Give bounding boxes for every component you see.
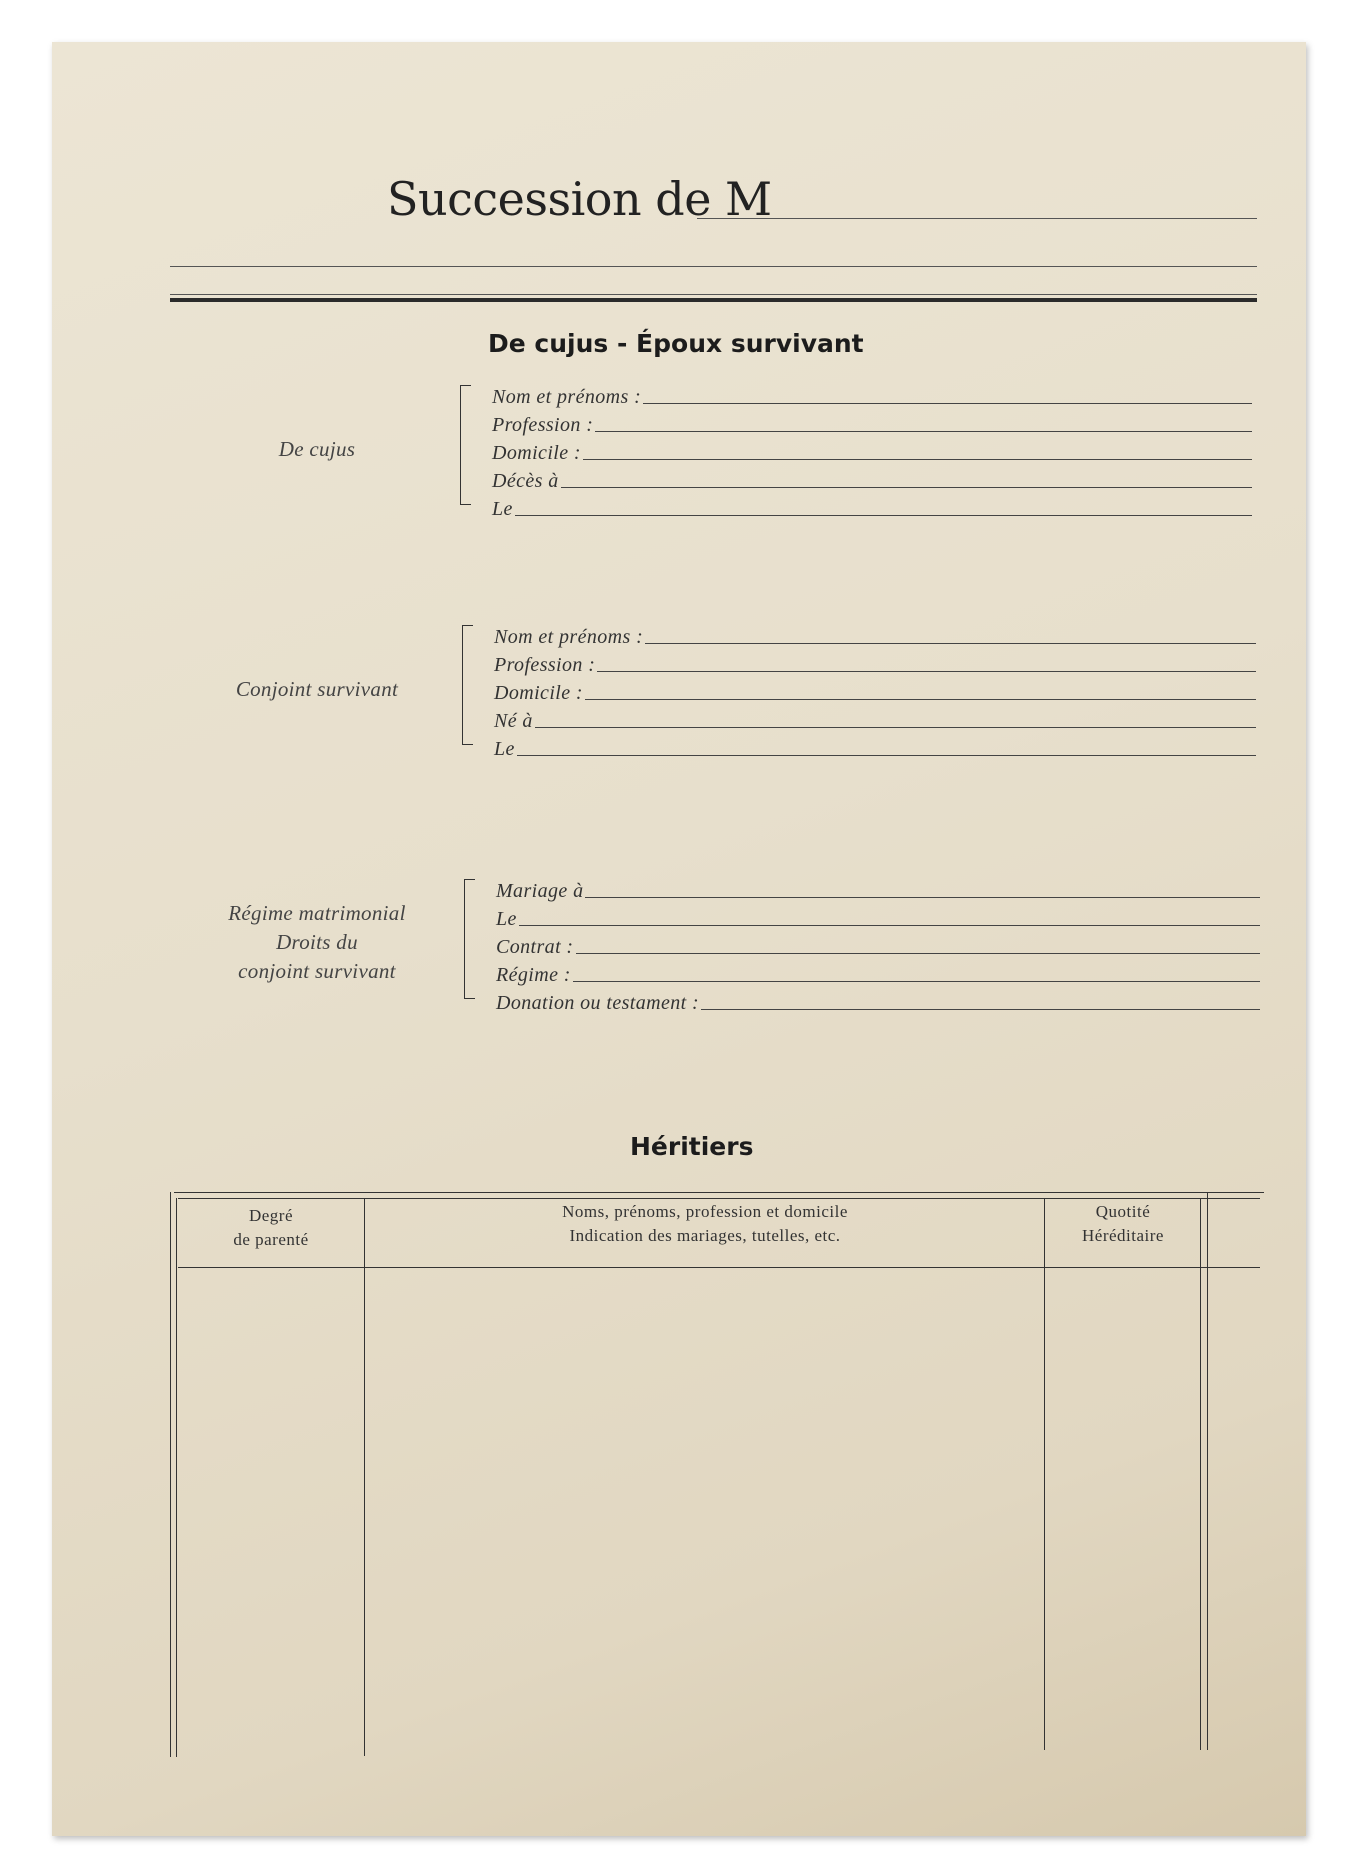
table-left-border-inner xyxy=(176,1198,177,1757)
field-donation-testament[interactable]: Donation ou testament : xyxy=(496,987,1260,1015)
form-sheet xyxy=(52,42,1306,1836)
col-header-names: Noms, prénoms, profession et domicile Indication des mariages, tutelles, etc. xyxy=(562,1202,848,1245)
field-de-cujus-profession[interactable]: Profession : xyxy=(492,409,1252,437)
table-top-border-inner xyxy=(178,1198,1260,1199)
field-contract[interactable]: Contrat : xyxy=(496,931,1260,959)
table-col-divider-2 xyxy=(1044,1198,1045,1750)
field-conjoint-domicile[interactable]: Domicile : xyxy=(494,677,1256,705)
field-marriage-place[interactable]: Mariage à xyxy=(496,875,1260,903)
field-conjoint-name[interactable]: Nom et prénoms : xyxy=(494,621,1256,649)
field-conjoint-profession[interactable]: Profession : xyxy=(494,649,1256,677)
group-label-regime-line-2: Droits du xyxy=(276,930,358,954)
header-divider-thick xyxy=(170,298,1257,302)
field-conjoint-date[interactable]: Le xyxy=(494,733,1256,761)
page-title: Succession de M xyxy=(387,172,772,226)
bracket-de-cujus xyxy=(460,385,471,505)
table-header-bottom xyxy=(178,1267,1260,1268)
table-top-border-outer xyxy=(174,1192,1264,1193)
field-conjoint-birth-place[interactable]: Né à xyxy=(494,705,1256,733)
table-left-border-outer xyxy=(170,1192,171,1757)
group-label-regime xyxy=(192,899,442,986)
table-right-border-outer xyxy=(1207,1192,1208,1750)
group-label-de-cujus: De cujus xyxy=(278,437,356,461)
section-heading-heirs: Héritiers xyxy=(630,1132,754,1161)
field-de-cujus-name[interactable]: Nom et prénoms : xyxy=(492,381,1252,409)
cell-degree-body[interactable] xyxy=(178,1269,364,1749)
field-de-cujus-death-place[interactable]: Décès à xyxy=(492,465,1252,493)
cell-names-body[interactable] xyxy=(366,1269,1044,1749)
group-label-regime-line-1: Régime matrimonial xyxy=(228,901,406,925)
header-divider-thin xyxy=(170,294,1257,295)
col-header-quota: Quotité Héréditaire xyxy=(1082,1202,1164,1245)
section-heading-deceased: De cujus - Époux survivant xyxy=(488,329,864,358)
field-de-cujus-domicile[interactable]: Domicile : xyxy=(492,437,1252,465)
table-right-border-inner xyxy=(1200,1198,1201,1750)
title-second-line[interactable] xyxy=(170,266,1257,267)
group-label-conjoint: Conjoint survivant xyxy=(235,677,399,701)
title-name-line[interactable] xyxy=(697,218,1257,219)
field-marriage-date[interactable]: Le xyxy=(496,903,1260,931)
field-regime[interactable]: Régime : xyxy=(496,959,1260,987)
bracket-conjoint xyxy=(462,625,473,745)
col-header-degree: Degré de parenté xyxy=(233,1206,309,1249)
cell-quota-body[interactable] xyxy=(1046,1269,1200,1749)
table-col-divider-1 xyxy=(364,1198,365,1756)
group-label-regime-line-3: conjoint survivant xyxy=(238,959,396,983)
field-de-cujus-date[interactable]: Le xyxy=(492,493,1252,521)
bracket-regime xyxy=(464,879,475,999)
